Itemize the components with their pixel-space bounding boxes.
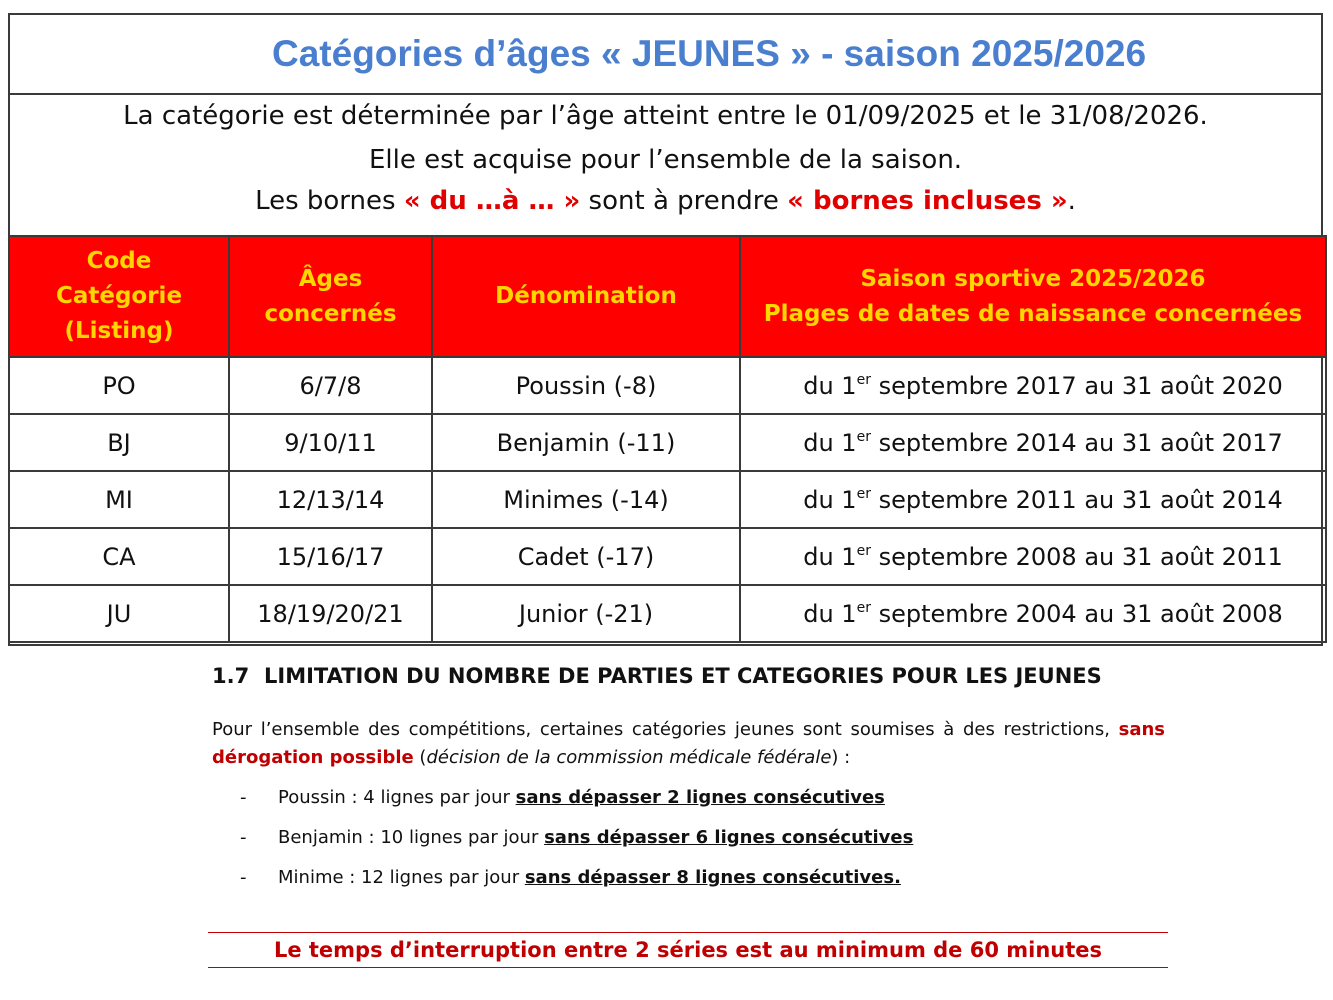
header-code xyxy=(9,236,229,357)
section-heading xyxy=(212,664,1102,688)
intro-line-3 xyxy=(10,186,1321,216)
cell-ages: 6/7/8 xyxy=(229,357,432,414)
date-range: septembre 2008 au 31 août 2011 xyxy=(870,542,1283,571)
categories-box xyxy=(8,13,1323,646)
cell-dates xyxy=(740,414,1326,471)
bullet-limit: sans dépasser 8 lignes consécutives. xyxy=(524,867,901,888)
table-row xyxy=(9,585,1326,642)
intro-text xyxy=(10,95,1321,237)
cell-ages: 18/19/20/21 xyxy=(229,585,432,642)
cell-denomination: Poussin (-8) xyxy=(432,357,740,414)
intro-bounds-included: « bornes incluses » xyxy=(787,186,1068,216)
header-code-line-2: Catégorie xyxy=(55,283,183,309)
cell-dates xyxy=(740,528,1326,585)
cell-denomination: Minimes (-14) xyxy=(432,471,740,528)
no-derogation-text: sans dérogation possible xyxy=(212,719,1165,768)
bullet-text xyxy=(278,824,913,852)
intro-bounds-range: « du …à … » xyxy=(403,186,581,216)
bullet-lead: Poussin : 4 lignes par jour xyxy=(278,787,516,808)
intro-line-3-c: . xyxy=(1067,186,1076,216)
title-row xyxy=(10,15,1321,95)
date-superscript: er xyxy=(856,428,871,445)
cell-denomination: Junior (-21) xyxy=(432,585,740,642)
date-prefix: du 1 xyxy=(803,371,857,400)
intro-line-3-b: sont à prendre xyxy=(580,186,788,216)
cell-code: PO xyxy=(9,357,229,414)
date-range: septembre 2014 au 31 août 2017 xyxy=(870,428,1283,457)
title-suffix: - saison 2025/2026 xyxy=(821,33,1147,74)
cell-dates xyxy=(740,357,1326,414)
section-title: LIMITATION DU NOMBRE DE PARTIES ET CATEGORIES POUR LES JEUNES xyxy=(264,664,1102,688)
bullet-dash: - xyxy=(240,787,247,808)
cell-ages: 15/16/17 xyxy=(229,528,432,585)
paragraph-text-1: Pour l’ensemble des compétitions, certaines catégories jeunes sont soumises à des restrictions, xyxy=(212,719,1119,740)
bullet-dash: - xyxy=(240,827,247,848)
bullet-dash: - xyxy=(240,867,247,888)
intro-line-3-a: Les bornes xyxy=(255,186,404,216)
medical-commission-text: décision de la commission médicale fédérale xyxy=(426,747,832,768)
cell-ages: 9/10/11 xyxy=(229,414,432,471)
bullet-limit: sans dépasser 2 lignes consécutives xyxy=(515,787,885,808)
date-range: septembre 2011 au 31 août 2014 xyxy=(870,485,1283,514)
bullet-lead: Minime : 12 lignes par jour xyxy=(278,867,525,888)
date-range: septembre 2017 au 31 août 2020 xyxy=(870,371,1283,400)
date-prefix: du 1 xyxy=(803,542,857,571)
date-superscript: er xyxy=(856,371,871,388)
header-code-line-1: Code xyxy=(86,248,152,274)
header-code-line-3: (Listing) xyxy=(64,318,174,344)
title-main: Catégories d’âges « JEUNES » xyxy=(272,33,811,74)
cell-dates xyxy=(740,471,1326,528)
cell-code: MI xyxy=(9,471,229,528)
header-denomination: Dénomination xyxy=(432,236,740,357)
table-row xyxy=(9,414,1326,471)
bullet-text xyxy=(278,864,901,892)
categories-table xyxy=(8,235,1327,643)
page-title xyxy=(272,33,1146,75)
paragraph-text-3: ) : xyxy=(831,747,851,768)
header-season-line-1: Saison sportive 2025/2026 xyxy=(860,265,1206,292)
paragraph-text-2: ( xyxy=(413,747,427,768)
section-number: 1.7 xyxy=(212,664,250,688)
header-ages xyxy=(229,236,432,357)
cell-code: CA xyxy=(9,528,229,585)
header-season xyxy=(740,236,1326,357)
bullet-text xyxy=(278,784,885,812)
date-prefix: du 1 xyxy=(803,428,857,457)
restrictions-paragraph xyxy=(212,716,1165,772)
table-header-row xyxy=(9,236,1326,357)
date-range: septembre 2004 au 31 août 2008 xyxy=(870,599,1283,628)
cell-ages: 12/13/14 xyxy=(229,471,432,528)
bullet-lead: Benjamin : 10 lignes par jour xyxy=(278,827,545,848)
intro-line-1: La catégorie est déterminée par l’âge atteint entre le 01/09/2025 et le 31/08/2026. xyxy=(123,101,1208,131)
cell-denomination: Cadet (-17) xyxy=(432,528,740,585)
cell-dates xyxy=(740,585,1326,642)
date-superscript: er xyxy=(856,599,871,616)
header-ages-line-2: concernés xyxy=(264,300,397,327)
date-superscript: er xyxy=(856,485,871,502)
table-row xyxy=(9,357,1326,414)
header-ages-line-1: Âges xyxy=(298,265,363,292)
cell-code: BJ xyxy=(9,414,229,471)
date-prefix: du 1 xyxy=(803,599,857,628)
bullet-limit: sans dépasser 6 lignes consécutives xyxy=(544,827,914,848)
cell-code: JU xyxy=(9,585,229,642)
table-row xyxy=(9,528,1326,585)
interruption-note: Le temps d’interruption entre 2 séries est au minimum de 60 minutes xyxy=(208,932,1168,968)
date-prefix: du 1 xyxy=(803,485,857,514)
header-season-line-2: Plages de dates de naissance concernées xyxy=(763,300,1303,327)
cell-denomination: Benjamin (-11) xyxy=(432,414,740,471)
intro-line-2: Elle est acquise pour l’ensemble de la saison. xyxy=(368,145,963,175)
date-superscript: er xyxy=(856,542,871,559)
table-row xyxy=(9,471,1326,528)
